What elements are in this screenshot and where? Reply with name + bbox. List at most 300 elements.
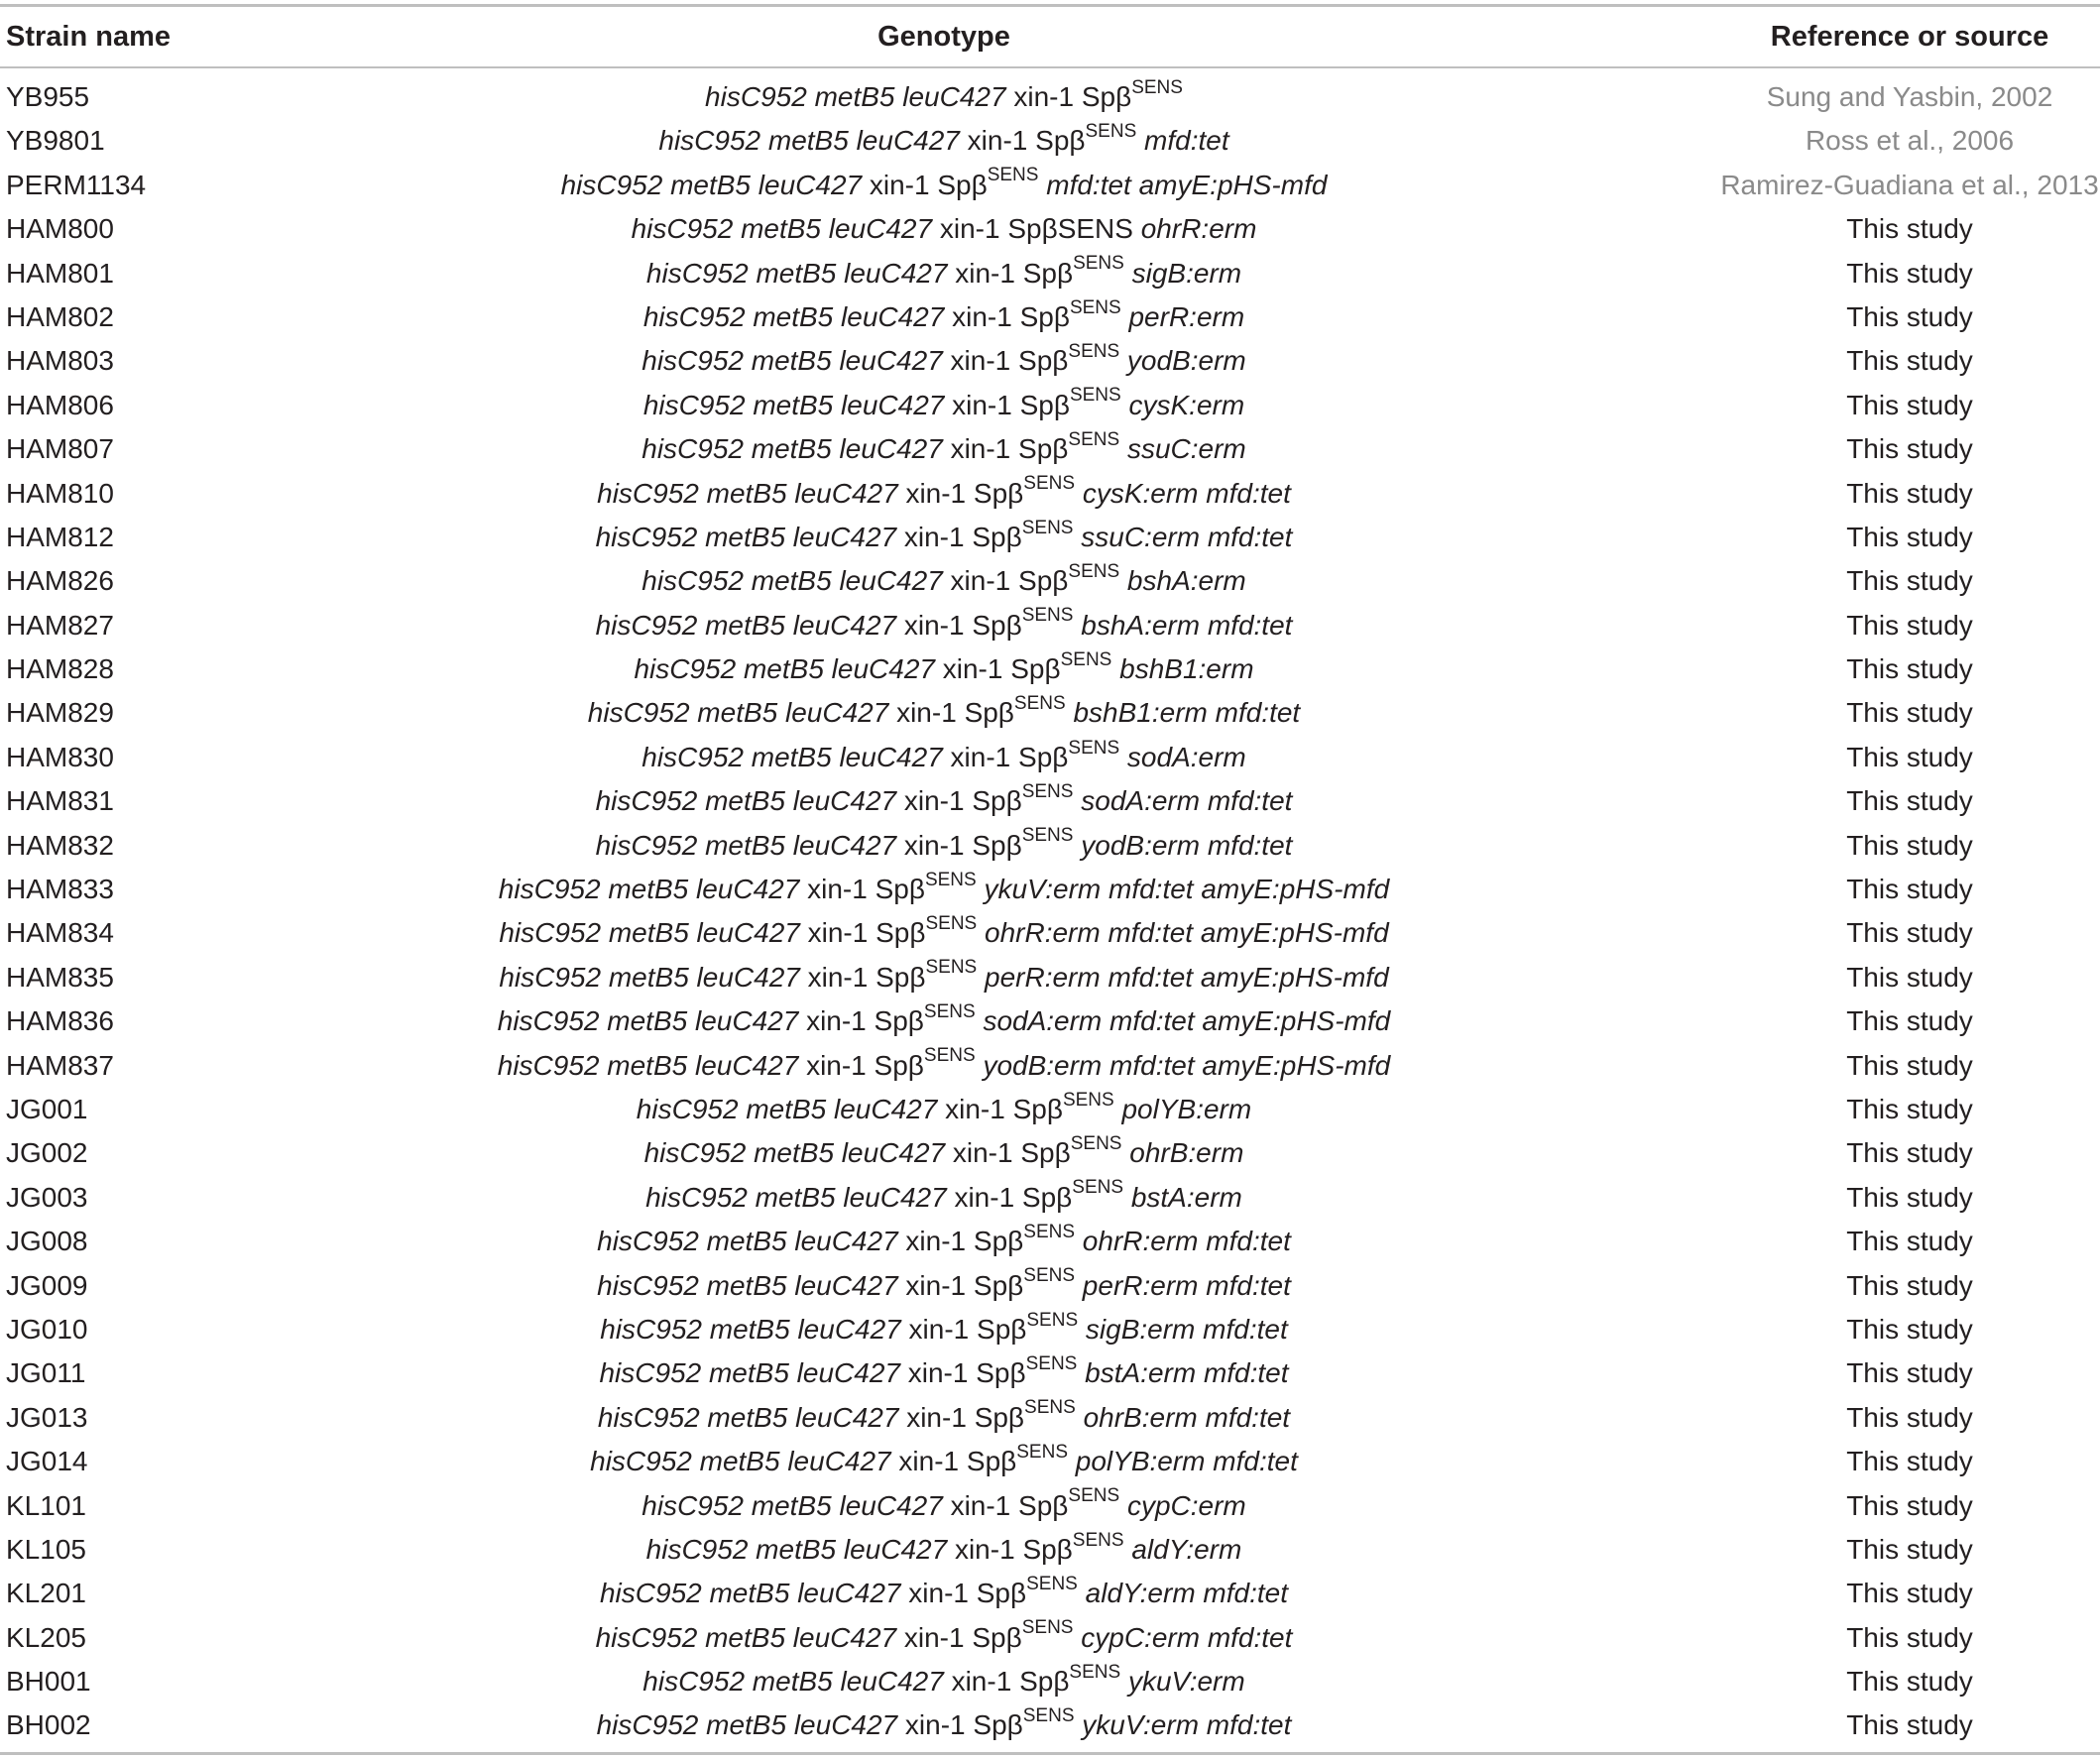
genotype-xin: xin-1	[952, 300, 1012, 332]
genotype-xin: xin-1	[942, 653, 1003, 685]
header-strain-name: Strain name	[6, 21, 171, 53]
genotype-xin: xin-1	[906, 1401, 967, 1433]
reference-cell: This study	[1846, 1709, 1973, 1741]
genotype-xin: xin-1	[807, 961, 869, 993]
genotype-cell	[597, 1220, 1291, 1263]
genotype-sens: SENS	[1072, 1529, 1124, 1551]
genotype-cell	[499, 956, 1388, 999]
genotype-markers: hisC952 metB5 leuC427	[587, 697, 889, 729]
genotype-markers: hisC952 metB5 leuC427	[560, 169, 863, 200]
genotype-xin: xin-1	[939, 213, 1000, 245]
genotype-xin: xin-1	[950, 565, 1011, 597]
strain-name-cell: HAM810	[6, 477, 114, 509]
genotype-xin: xin-1	[807, 917, 869, 949]
genotype-spb: Spβ	[875, 961, 926, 993]
genotype-cell	[499, 868, 1389, 911]
reference-cell: This study	[1846, 1226, 1973, 1257]
genotype-mutations: yodB:erm mfd:tet amyE:pHS-mfd	[983, 1049, 1391, 1081]
genotype-sens: SENS	[1023, 1265, 1076, 1287]
table-row	[0, 736, 2100, 779]
genotype-cell	[600, 1572, 1288, 1615]
reference-cell: This study	[1846, 609, 1973, 641]
genotype-markers: hisC952 metB5 leuC427	[597, 1269, 898, 1301]
genotype-markers: hisC952 metB5 leuC427	[595, 1621, 897, 1653]
table-row	[0, 384, 2100, 427]
genotype-mutations: perR:erm mfd:tet	[1082, 1269, 1291, 1301]
reference-cell: This study	[1846, 1181, 1973, 1213]
genotype-sens: SENS	[1026, 1309, 1079, 1331]
genotype-sens: SENS	[1021, 605, 1074, 627]
strain-name-cell: HAM802	[6, 300, 114, 332]
genotype-xin: xin-1	[905, 1269, 967, 1301]
strain-name-cell: HAM828	[6, 653, 114, 685]
genotype-spb: Spβ	[973, 477, 1024, 509]
strain-name-cell: HAM830	[6, 741, 114, 772]
table-body	[0, 75, 2100, 1748]
genotype-cell	[642, 427, 1245, 471]
genotype-sens: SENS	[1073, 253, 1124, 275]
table-row	[0, 1044, 2100, 1088]
genotype-cell	[596, 604, 1293, 647]
genotype-mutations: ykuV:erm	[1127, 1666, 1245, 1698]
reference-cell: This study	[1846, 1446, 1973, 1477]
genotype-sens: SENS	[1070, 1133, 1122, 1155]
strain-name-cell: HAM837	[6, 1049, 114, 1081]
genotype-markers: hisC952 metB5 leuC427	[599, 1578, 901, 1609]
genotype-sens: SENS	[1069, 1661, 1121, 1683]
strain-name-cell: HAM806	[6, 389, 114, 420]
genotype-spb: Spβ	[1018, 433, 1069, 465]
table-row	[0, 427, 2100, 471]
genotype-mutations: ohrR:erm	[1140, 213, 1257, 245]
strain-name-cell: HAM807	[6, 433, 114, 465]
reference-cell: This study	[1846, 521, 1973, 552]
genotype-xin: xin-1	[898, 1446, 960, 1477]
genotype-sens: SENS	[1021, 825, 1074, 847]
genotype-mutations: ohrR:erm mfd:tet amyE:pHS-mfd	[985, 917, 1389, 949]
genotype-cell	[590, 1440, 1298, 1483]
genotype-cell	[600, 1308, 1288, 1351]
genotype-sens: SENS	[1025, 1353, 1078, 1374]
strain-name-cell: HAM800	[6, 213, 114, 245]
genotype-sens: SENS	[1021, 517, 1074, 538]
genotype-markers: hisC952 metB5 leuC427	[642, 1489, 943, 1521]
genotype-cell	[598, 1396, 1290, 1440]
genotype-spb: Spβ	[966, 1446, 1017, 1477]
genotype-spb: Spβ	[1019, 389, 1070, 420]
reference-cell: This study	[1846, 565, 1973, 597]
genotype-markers: hisC952 metB5 leuC427	[642, 433, 943, 465]
strain-name-cell: HAM831	[6, 785, 114, 817]
genotype-xin: xin-1	[903, 609, 965, 641]
genotype-mutations: polYB:erm	[1121, 1093, 1252, 1124]
genotype-markers: hisC952 metB5 leuC427	[642, 1666, 944, 1698]
genotype-mutations: aldY:erm	[1131, 1533, 1242, 1565]
genotype-cell	[642, 736, 1246, 779]
genotype-mutations: sodA:erm mfd:tet amyE:pHS-mfd	[983, 1005, 1391, 1037]
table-row	[0, 1351, 2100, 1395]
genotype-cell	[498, 1044, 1390, 1088]
genotype-spb: Spβ	[1021, 1181, 1073, 1213]
strain-name-cell: KL201	[6, 1578, 86, 1609]
genotype-xin: xin-1	[951, 1666, 1012, 1698]
genotype-sens: SENS	[1021, 1617, 1074, 1639]
genotype-spb: Spβ	[964, 697, 1014, 729]
genotype-spb: Spβ	[1018, 345, 1069, 377]
genotype-xin: xin-1	[955, 257, 1015, 289]
genotype-cell	[645, 1176, 1242, 1220]
strain-name-cell: HAM832	[6, 829, 114, 861]
genotype-spb: Spβ	[874, 1049, 924, 1081]
genotype-cell	[597, 1703, 1292, 1747]
genotype-mutations: bstA:erm	[1130, 1181, 1242, 1213]
table-row	[0, 1088, 2100, 1131]
genotype-mutations: ssuC:erm	[1126, 433, 1246, 465]
reference-cell: This study	[1846, 1049, 1973, 1081]
reference-cell: This study	[1846, 477, 1973, 509]
genotype-mutations: sodA:erm	[1126, 741, 1246, 772]
genotype-spb: Spβ	[974, 1401, 1025, 1433]
genotype-cell	[596, 824, 1293, 868]
genotype-cell	[596, 779, 1293, 823]
genotype-cell	[596, 1616, 1293, 1660]
strain-name-cell: JG011	[6, 1357, 86, 1389]
genotype-xin: xin-1	[950, 1489, 1011, 1521]
genotype-mutations: bstA:erm mfd:tet	[1085, 1357, 1289, 1389]
genotype-mutations: yodB:erm mfd:tet	[1081, 829, 1293, 861]
reference-cell: Ramirez-Guadiana et al., 2013	[1720, 169, 2099, 200]
genotype-sens: SENS	[1026, 1573, 1078, 1594]
genotype-cell	[705, 75, 1183, 119]
table-row	[0, 1396, 2100, 1440]
table-row	[0, 1484, 2100, 1528]
genotype-cell	[644, 1131, 1244, 1175]
genotype-spb: Spβ	[875, 917, 926, 949]
genotype-spb: Spβ	[1010, 653, 1061, 685]
genotype-mutations: cypC:erm mfd:tet	[1081, 1621, 1293, 1653]
genotype-spb: Spβ	[972, 829, 1022, 861]
genotype-spb: Spβ	[1019, 300, 1070, 332]
genotype-markers: hisC952 metB5 leuC427	[634, 653, 935, 685]
genotype-markers: hisC952 metB5 leuC427	[642, 741, 943, 772]
table-row	[0, 339, 2100, 383]
strain-name-cell: JG010	[6, 1313, 88, 1345]
genotype-xin: xin-1	[905, 1226, 967, 1257]
genotype-spb: Spβ	[1035, 125, 1086, 157]
genotype-sens: SENS	[1024, 1397, 1076, 1419]
genotype-markers: hisC952 metB5 leuC427	[636, 1093, 938, 1124]
genotype-markers: hisC952 metB5 leuC427	[643, 1137, 946, 1169]
genotype-spb: Spβ	[937, 169, 988, 200]
genotype-mutations: ohrR:erm mfd:tet	[1082, 1226, 1291, 1257]
table-header	[0, 7, 2100, 66]
genotype-spb: Spβ	[1018, 1489, 1069, 1521]
genotype-sens: SENS	[1023, 473, 1076, 495]
reference-cell: This study	[1846, 829, 1973, 861]
genotype-xin: xin-1	[807, 874, 868, 905]
genotype-spb: Spβ	[976, 1357, 1026, 1389]
reference-cell: This study	[1846, 1401, 1973, 1433]
genotype-mutations: perR:erm mfd:tet amyE:pHS-mfd	[985, 961, 1389, 993]
genotype-xin: xin-1	[967, 125, 1028, 157]
genotype-xin: xin-1	[903, 1621, 965, 1653]
strain-name-cell: HAM812	[6, 521, 114, 552]
table-row	[0, 999, 2100, 1043]
reference-cell: Sung and Yasbin, 2002	[1766, 81, 2053, 112]
genotype-sens: SENS	[1062, 1089, 1114, 1111]
genotype-spb: Spβ	[973, 1709, 1023, 1741]
genotype-markers: hisC952 metB5 leuC427	[499, 917, 800, 949]
strain-name-cell: JG003	[6, 1181, 88, 1213]
reference-cell: This study	[1846, 653, 1973, 685]
genotype-xin: xin-1	[950, 433, 1011, 465]
table-row	[0, 252, 2100, 295]
strain-name-cell: HAM801	[6, 257, 114, 289]
table-header-rule	[0, 66, 2100, 68]
genotype-markers: hisC952 metB5 leuC427	[642, 565, 943, 597]
genotype-cell	[637, 1088, 1251, 1131]
genotype-mutations: mfd:tet	[1144, 125, 1229, 157]
genotype-spb: Spβ	[1020, 1137, 1071, 1169]
table-row	[0, 295, 2100, 339]
genotype-markers: hisC952 metB5 leuC427	[658, 125, 960, 157]
table-row	[0, 516, 2100, 559]
genotype-xin: xin-1	[903, 785, 965, 817]
genotype-markers: hisC952 metB5 leuC427	[642, 389, 945, 420]
genotype-markers: hisC952 metB5 leuC427	[600, 1313, 901, 1345]
genotype-spb: Spβ	[1018, 741, 1069, 772]
reference-cell: This study	[1846, 1313, 1973, 1345]
genotype-mutations: yodB:erm	[1126, 345, 1246, 377]
genotype-spb: Spβ	[1081, 81, 1132, 112]
strain-name-cell: YB955	[6, 81, 90, 112]
genotype-sens: SENS	[924, 869, 977, 890]
genotype-cell	[597, 1264, 1291, 1308]
genotype-cell	[642, 1484, 1245, 1528]
genotype-xin: xin-1	[907, 1357, 969, 1389]
genotype-spb: Spβ	[972, 1621, 1022, 1653]
genotype-markers: hisC952 metB5 leuC427	[645, 257, 948, 289]
genotype-xin: xin-1	[1013, 81, 1075, 112]
genotype-sens: SENS	[1068, 341, 1120, 363]
genotype-sens: SENS	[1013, 693, 1066, 715]
genotype-xin: xin-1	[954, 1533, 1015, 1565]
genotype-cell	[642, 559, 1246, 603]
genotype-mutations: sigB:erm mfd:tet	[1085, 1313, 1288, 1345]
genotype-xin: xin-1	[950, 345, 1011, 377]
genotype-sens: SENS	[925, 913, 978, 935]
genotype-mutations: ohrB:erm mfd:tet	[1083, 1401, 1291, 1433]
genotype-markers: hisC952 metB5 leuC427	[597, 1226, 898, 1257]
genotype-cell	[642, 339, 1246, 383]
genotype-sens: SENS	[925, 957, 978, 979]
genotype-sens: SENS	[1023, 1221, 1076, 1242]
table-bottom-rule	[0, 1752, 2100, 1755]
genotype-mutations: ykuV:erm mfd:tet	[1082, 1709, 1292, 1741]
genotype-xin: xin-1	[952, 389, 1012, 420]
genotype-markers: hisC952 metB5 leuC427	[645, 1533, 948, 1565]
strain-name-cell: JG002	[6, 1137, 88, 1169]
genotype-sens: SENS	[1069, 385, 1121, 407]
genotype-sens: SENS	[923, 1045, 976, 1067]
genotype-sens: SENS	[1072, 1177, 1124, 1199]
genotype-markers: hisC952 metB5 leuC427	[596, 1709, 898, 1741]
header-reference: Reference or source	[1770, 21, 2049, 53]
genotype-spb: Spβ	[972, 521, 1022, 552]
reference-cell: This study	[1846, 1357, 1973, 1389]
table-row	[0, 1616, 2100, 1660]
genotype-sens: SENS	[1060, 648, 1112, 670]
genotype-markers: hisC952 metB5 leuC427	[597, 477, 898, 509]
genotype-cell	[588, 691, 1300, 735]
genotype-spb: Spβ	[875, 874, 925, 905]
genotype-xin: xin-1	[950, 741, 1011, 772]
genotype-cell	[643, 295, 1244, 339]
table-row	[0, 1572, 2100, 1615]
reference-cell: This study	[1846, 1578, 1973, 1609]
genotype-markers: hisC952 metB5 leuC427	[599, 1357, 900, 1389]
strain-name-cell: BH002	[6, 1709, 91, 1741]
reference-cell: Ross et al., 2006	[1805, 125, 2015, 157]
genotype-cell	[634, 647, 1253, 691]
table-row	[0, 1308, 2100, 1351]
table-row	[0, 1176, 2100, 1220]
genotype-mutations: perR:erm	[1128, 300, 1245, 332]
reference-cell: This study	[1846, 917, 1973, 949]
genotype-xin: xin-1	[952, 1137, 1013, 1169]
genotype-markers: hisC952 metB5 leuC427	[497, 1005, 799, 1037]
strain-name-cell: JG001	[6, 1093, 88, 1124]
genotype-mutations: cypC:erm	[1126, 1489, 1246, 1521]
strain-name-cell: PERM1134	[6, 169, 147, 200]
table-row	[0, 1440, 2100, 1483]
table-row	[0, 911, 2100, 955]
strain-name-cell: HAM834	[6, 917, 114, 949]
genotype-cell	[642, 1660, 1244, 1703]
strain-name-cell: HAM829	[6, 697, 114, 729]
genotype-cell	[597, 472, 1291, 516]
genotype-spb: Spβ	[1018, 565, 1069, 597]
strain-name-cell: JG009	[6, 1269, 88, 1301]
genotype-mutations: aldY:erm mfd:tet	[1085, 1578, 1289, 1609]
genotype-spb: Spβ	[1012, 1093, 1063, 1124]
genotype-sens: SENS	[1068, 1485, 1120, 1507]
genotype-sens: SENS	[1057, 213, 1133, 245]
table-row	[0, 75, 2100, 119]
genotype-sens: SENS	[1068, 737, 1120, 759]
genotype-markers: hisC952 metB5 leuC427	[590, 1446, 891, 1477]
reference-cell: This study	[1846, 213, 1973, 245]
strain-name-cell: JG013	[6, 1401, 88, 1433]
reference-cell: This study	[1846, 345, 1973, 377]
table-row	[0, 1660, 2100, 1703]
genotype-mutations: ykuV:erm mfd:tet amyE:pHS-mfd	[984, 874, 1390, 905]
genotype-spb: Spβ	[1022, 1533, 1073, 1565]
genotype-sens: SENS	[1068, 428, 1120, 450]
table-row	[0, 1131, 2100, 1175]
strain-name-cell: KL105	[6, 1533, 86, 1565]
genotype-xin: xin-1	[905, 477, 967, 509]
genotype-mutations: ohrB:erm	[1129, 1137, 1244, 1169]
reference-cell: This study	[1846, 1666, 1973, 1698]
reference-cell: This study	[1846, 300, 1973, 332]
genotype-sens: SENS	[1131, 76, 1183, 98]
genotype-sens: SENS	[1068, 560, 1120, 582]
genotype-sens: SENS	[1022, 1705, 1075, 1727]
genotype-xin: xin-1	[954, 1181, 1015, 1213]
genotype-sens: SENS	[1085, 121, 1137, 143]
genotype-cell	[499, 911, 1388, 955]
genotype-xin: xin-1	[903, 829, 965, 861]
genotype-spb: Spβ	[977, 1313, 1027, 1345]
genotype-spb: Spβ	[973, 1226, 1024, 1257]
genotype-cell	[596, 516, 1293, 559]
genotype-cell	[561, 164, 1328, 207]
genotype-sens: SENS	[1069, 296, 1121, 318]
genotype-markers: hisC952 metB5 leuC427	[631, 213, 933, 245]
table-row	[0, 119, 2100, 163]
table-row	[0, 604, 2100, 647]
genotype-sens: SENS	[1016, 1441, 1069, 1463]
reference-cell: This study	[1846, 1621, 1973, 1653]
table-row	[0, 1264, 2100, 1308]
table-row	[0, 956, 2100, 999]
table-row	[0, 824, 2100, 868]
header-genotype: Genotype	[877, 21, 1010, 53]
genotype-sens: SENS	[923, 1000, 976, 1022]
table-row	[0, 647, 2100, 691]
genotype-cell	[632, 207, 1257, 251]
genotype-mutations: bshA:erm	[1126, 565, 1246, 597]
genotype-markers: hisC952 metB5 leuC427	[595, 521, 897, 552]
genotype-sens: SENS	[1021, 780, 1074, 802]
table-row	[0, 868, 2100, 911]
genotype-cell	[643, 384, 1244, 427]
table-row	[0, 1220, 2100, 1263]
reference-cell: This study	[1846, 257, 1973, 289]
genotype-spb: Spβ	[1022, 257, 1074, 289]
genotype-cell	[658, 119, 1228, 163]
genotype-xin: xin-1	[908, 1578, 969, 1609]
reference-cell: This study	[1846, 389, 1973, 420]
table-row	[0, 691, 2100, 735]
genotype-markers: hisC952 metB5 leuC427	[705, 81, 1006, 112]
genotype-markers: hisC952 metB5 leuC427	[597, 1401, 899, 1433]
table-row	[0, 207, 2100, 251]
genotype-mutations: sodA:erm mfd:tet	[1081, 785, 1293, 817]
strain-name-cell: KL205	[6, 1621, 86, 1653]
strain-name-cell: BH001	[6, 1666, 91, 1698]
genotype-spb: Spβ	[1007, 213, 1058, 245]
genotype-markers: hisC952 metB5 leuC427	[595, 609, 897, 641]
strain-name-cell: HAM803	[6, 345, 114, 377]
genotype-spb: Spβ	[874, 1005, 924, 1037]
strain-name-cell: HAM836	[6, 1005, 114, 1037]
genotype-cell	[646, 1528, 1242, 1572]
table-row	[0, 1528, 2100, 1572]
genotype-spb: Spβ	[976, 1578, 1027, 1609]
genotype-mutations: bshB1:erm mfd:tet	[1073, 697, 1301, 729]
genotype-sens: SENS	[987, 165, 1039, 186]
strain-name-cell: JG014	[6, 1446, 88, 1477]
table-row	[0, 1703, 2100, 1747]
strain-name-cell: KL101	[6, 1489, 86, 1521]
table-row	[0, 164, 2100, 207]
genotype-mutations: sigB:erm	[1131, 257, 1242, 289]
genotype-markers: hisC952 metB5 leuC427	[642, 300, 945, 332]
reference-cell: This study	[1846, 1005, 1973, 1037]
genotype-xin: xin-1	[806, 1049, 867, 1081]
